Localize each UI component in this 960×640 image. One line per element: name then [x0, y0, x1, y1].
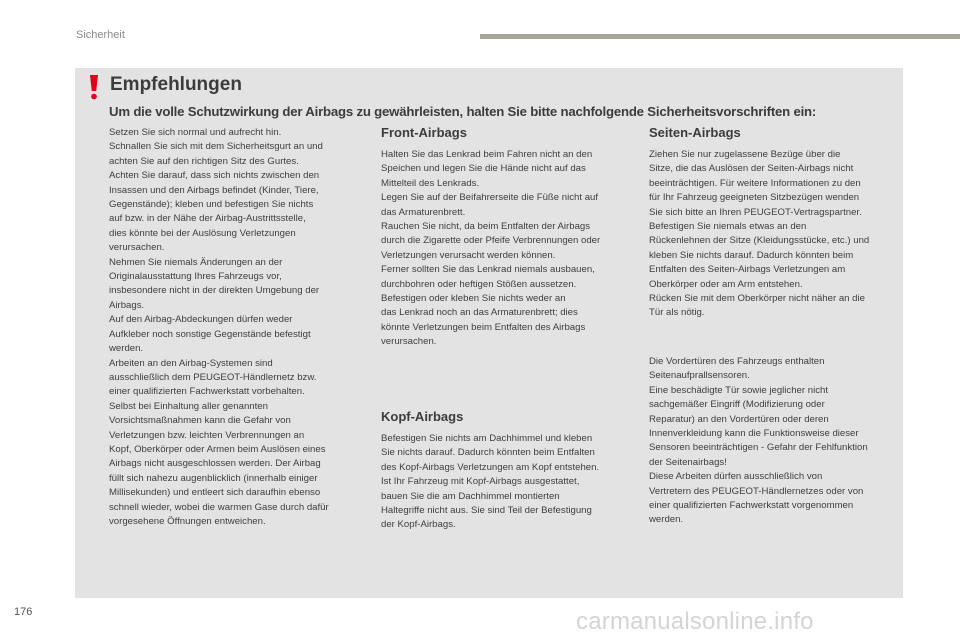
header-bar [480, 34, 960, 39]
panel-subtitle: Um die volle Schutzwirkung der Airbags zu gewährleisten, halten Sie bitte nachfolgende Sicherheitsvorschriften ein: [109, 104, 817, 119]
side-airbags-text: Ziehen Sie nur zugelassene Bezüge über die Sitze, die das Auslösen der Seiten-Airbags nicht beeinträchtigen. Für weitere Informationen zu den für Ihr Fahrzeug geeigneten Sitzbezügen wenden Sie sich bitte an Ihren PEUGEOT-Vertragspartner. Befestigen Sie niemals etwas an den Rückenlehnen der Sitze (Kleidungsstücke, etc.) und kleben Sie nichts darauf. Dadurch könnten beim Entfalten des Seiten-Airbags Verletzungen am Oberkörper oder am Arm entstehen. Rücken Sie mit dem Oberkörper nicht näher an die Tür als nötig. [649, 149, 870, 319]
section-label: Sicherheit [76, 29, 125, 41]
head-airbags-heading: Kopf-Airbags [381, 409, 464, 424]
panel-title: Empfehlungen [110, 74, 242, 95]
watermark: carmanualsonline.info [576, 608, 814, 635]
head-airbags-text: Befestigen Sie nichts am Dachhimmel und kleben Sie nichts darauf. Dadurch könnten beim Entfalten des Kopf-Airbags Verletzungen am Kopf entstehen. Ist Ihr Fahrzeug mit Kopf-Airbags ausgestattet, bauen Sie die am Dachhimmel montierten Haltegriffe nicht aus. Sie sind Teil der Befestigung der Kopf-Airbags. [381, 433, 600, 531]
front-airbags-heading: Front-Airbags [381, 125, 467, 140]
side-airbags-heading: Seiten-Airbags [649, 125, 741, 140]
page-number: 176 [14, 606, 33, 618]
general-rules-text: Setzen Sie sich normal und aufrecht hin. Schnallen Sie sich mit dem Sicherheitsgurt an und achten Sie auf den richtigen Sitz des Gurtes. Achten Sie darauf, dass sich nichts zwischen den Insassen und den Airbags befindet (Kinder, Tiere, Gegenstände); kleben und befestigen Sie nichts auf bzw. in der Nähe der Airbag-Austrittsstelle, dies könnte bei der Auslösung Verletzungen verursachen. Nehmen Sie niemals Änderungen an der Originalausstattung Ihres Fahrzeugs vor, insbesondere nicht in der direkten Umgebung der Airbags. Auf den Airbag-Abdeckungen dürfen weder Aufkleber noch sonstige Gegenstände befestigt werden. Arbeiten an den Airbag-Systemen sind ausschließlich dem PEUGEOT-Händlernetz bzw. einer qualifizierten Fachwerkstatt vorbehalten. Selbst bei Einhaltung aller genannten Vorsichtsmaßnahmen kann die Gefahr von Verletzungen bzw. leichten Verbrennungen an Kopf, Oberkörper oder Armen beim Auslösen eines Airbags nicht ausgeschlossen werden. Der Airbag füllt sich nahezu augenblicklich (innerhalb einiger Millisekunden) und entleert sich daraufhin ebenso schnell wieder, wobei die warmen Gase durch dafür vorgesehene Öffnungen entweichen. [109, 127, 329, 527]
front-airbags-text: Halten Sie das Lenkrad beim Fahren nicht an den Speichen und legen Sie die Hände nicht auf das Mittelteil des Lenkrads. Legen Sie auf der Beifahrerseite die Füße nicht auf das Armaturenbrett. Rauchen Sie nicht, da beim Entfalten der Airbags durch die Zigarette oder Pfeife Verbrennungen oder Verletzungen verursacht werden können. Ferner sollten Sie das Lenkrad niemals ausbauen, durchbohren oder heftigen Stößen aussetzen. Befestigen oder kleben Sie nichts weder an das Lenkrad noch an das Armaturenbrett; dies könnte Verletzungen beim Entfalten des Airbags verursachen. [381, 149, 601, 348]
door-sensors-text: Die Vordertüren des Fahrzeugs enthalten Seitenaufprallsensoren. Eine beschädigte Tür sowie jeglicher nicht sachgemäßer Eingriff (Modifizierung oder Reparatur) an den Vordertüren oder deren Innenverkleidung kann die Funktionsweise dieser Sensoren beeinträchtigen - Gefahr der Fehlfunktion der Seitenairbags! Diese Arbeiten dürfen ausschließlich von Vertretern des PEUGEOT-Händlernetzes oder von einer qualifizierten Fachwerkstatt vorgenommen werden. [649, 356, 868, 526]
exclamation-icon [87, 73, 101, 101]
